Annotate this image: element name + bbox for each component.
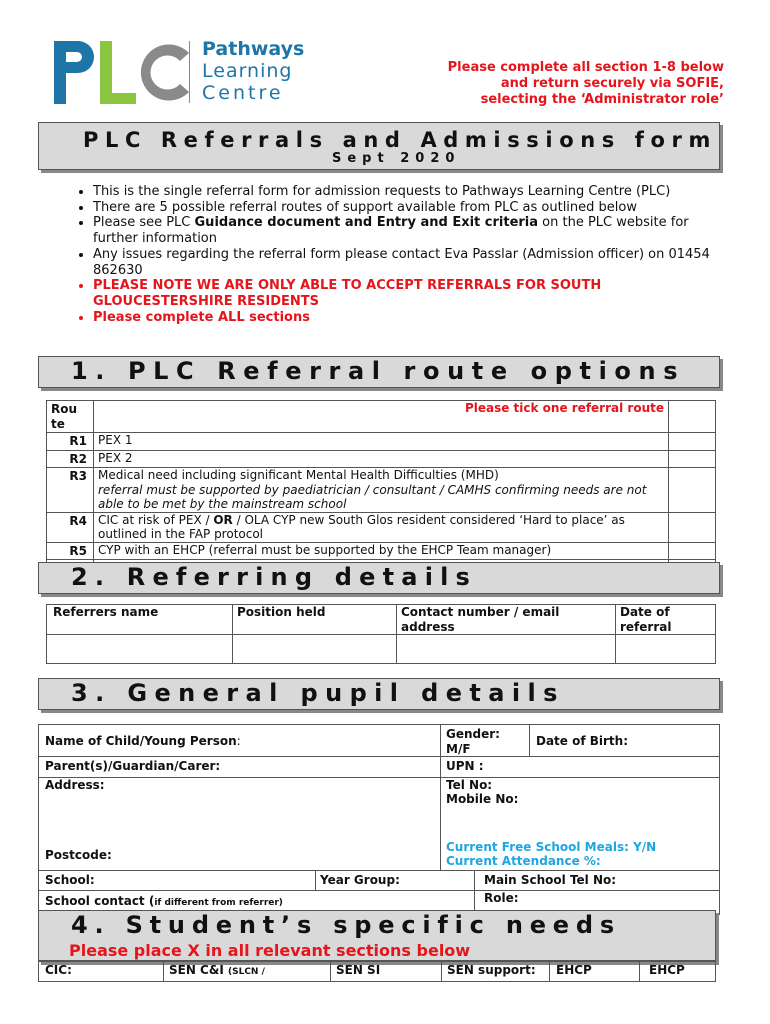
col-referrers-name: Referrers name [47, 605, 233, 635]
grid-line [39, 890, 719, 891]
table-row [47, 433, 716, 451]
pupil-details-table [38, 724, 720, 915]
bullet-text: There are 5 possible referral routes of support available from PLC as outlined below [93, 199, 637, 215]
logo-line-1: Pathways [202, 38, 305, 60]
cic-cell[interactable]: CIC: [45, 963, 72, 977]
logo-line-3: Centre [202, 82, 284, 104]
notice-line-2: and return securely via SOFIE, [500, 76, 724, 91]
grid-line [474, 870, 475, 915]
parent-field[interactable]: Parent(s)/Guardian/Carer: [45, 759, 221, 773]
route-text-bold: OR [213, 512, 233, 527]
school-contact-note: if different from referrer) [154, 898, 283, 908]
section-1-header [38, 356, 720, 388]
sen-ci-label: SEN C&I [169, 963, 224, 977]
grid-line [39, 777, 719, 778]
route-r4-tick[interactable] [669, 512, 716, 542]
route-r3-tick[interactable] [669, 468, 716, 513]
form-title: PLC Referrals and Admissions form [83, 128, 717, 152]
position-held-input[interactable] [233, 635, 397, 664]
grid-line [39, 756, 719, 757]
route-code: R2 [47, 450, 94, 468]
address-field[interactable]: Address: [45, 778, 105, 792]
fsm-field[interactable]: Current Free School Meals: Y/N [446, 840, 657, 854]
route-code: R3 [47, 468, 94, 513]
dob-field[interactable]: Date of Birth: [536, 734, 629, 748]
grid-line [639, 961, 640, 981]
tel-field[interactable]: Tel No: [446, 778, 493, 792]
bullet-warning: PLEASE NOTE WE ARE ONLY ABLE TO ACCEPT REFERRALS FOR SOUTH GLOUCESTERSHIRE RESIDENTS [93, 278, 602, 309]
table-row [47, 542, 716, 560]
submission-notice [448, 60, 724, 108]
route-code: R1 [47, 433, 94, 451]
intro-bullets [62, 184, 722, 325]
route-description [94, 512, 669, 542]
attendance-field[interactable]: Current Attendance %: [446, 854, 601, 868]
section-1-title: 1. PLC Referral route options [71, 357, 686, 385]
mobile-field[interactable]: Mobile No: [446, 792, 519, 806]
route-code: R5 [47, 542, 94, 560]
route-description [94, 468, 669, 513]
logo-wordmark [202, 38, 304, 104]
col-contact: Contact number / email address [397, 605, 616, 635]
contact-input[interactable] [397, 635, 616, 664]
route-r2-tick[interactable] [669, 450, 716, 468]
route-text: / OLA CYP new South Glos resident considered ‘Hard to place’ as outlined in the FAP protocol [98, 512, 625, 541]
col-position-held: Position held [233, 605, 397, 635]
sen-si-cell[interactable]: SEN SI [336, 963, 381, 977]
logo-divider [189, 41, 190, 103]
table-row [47, 635, 716, 664]
bullet-item [93, 247, 722, 278]
bullet-text: on the PLC website for further information [93, 215, 689, 247]
sen-ci-note: (SLCN / [227, 967, 265, 977]
logo-line-2: Learning [202, 60, 293, 82]
child-name-label: Name of Child/Young Person [45, 734, 237, 748]
ehcp-cell[interactable]: EHCP [556, 963, 592, 977]
grid-line [315, 870, 316, 890]
bullet-item [93, 200, 722, 216]
referrer-table [46, 604, 716, 664]
grid-line [163, 961, 164, 981]
section-4-title: 4. Student’s specific needs [71, 911, 621, 939]
ehcp-cell-2[interactable]: EHCP [649, 963, 685, 977]
upn-field[interactable]: UPN : [446, 759, 484, 773]
route-text: Medical need including significant Mental Health Difficulties (MHD) [98, 468, 499, 482]
route-description: CYP with an EHCP (referral must be supported by the EHCP Team manager) [94, 542, 669, 560]
school-field[interactable]: School: [45, 873, 95, 887]
table-row [47, 401, 716, 433]
bullet-item [93, 310, 722, 326]
sen-ci-cell[interactable] [169, 963, 265, 977]
school-contact-field[interactable] [45, 894, 283, 911]
role-field[interactable]: Role: [484, 891, 519, 905]
route-code: R4 [47, 512, 94, 542]
year-group-field[interactable]: Year Group: [320, 873, 400, 887]
bullet-item [93, 278, 722, 309]
route-description: PEX 2 [94, 450, 669, 468]
section-2-title: 2. Referring details [71, 563, 478, 591]
child-name-colon: : [236, 734, 241, 748]
grid-line [549, 961, 550, 981]
child-name-field[interactable] [45, 734, 241, 749]
grid-line [441, 961, 442, 981]
form-date: Sept 2020 [332, 151, 461, 166]
bullet-text: Any issues regarding the referral form please contact Eva Passlar (Admission officer) on 01454 862630 [93, 246, 710, 278]
route-r5-tick[interactable] [669, 542, 716, 560]
referrers-name-input[interactable] [47, 635, 233, 664]
date-of-referral-input[interactable] [616, 635, 716, 664]
bullet-text: This is the single referral form for admission requests to Pathways Learning Centre (PLC) [93, 184, 671, 199]
bullet-text: Please see PLC [93, 215, 195, 231]
table-row [47, 605, 716, 635]
grid-line [330, 961, 331, 981]
section-4-instruction: Please place X in all relevant sections below [69, 941, 471, 960]
section-3-title: 3. General pupil details [71, 679, 565, 707]
form-title-bar [38, 122, 720, 170]
guidance-document-link-text: Guidance document and Entry and Exit criteria [194, 215, 539, 231]
postcode-field[interactable]: Postcode: [45, 848, 112, 862]
section-3-header [38, 678, 720, 710]
route-table [46, 400, 716, 575]
sen-support-cell[interactable]: SEN support: [447, 963, 536, 977]
main-school-tel-field[interactable]: Main School Tel No: [484, 873, 617, 887]
notice-line-1: Please complete all section 1-8 below [447, 60, 724, 75]
table-row [47, 450, 716, 468]
bullet-item [93, 184, 722, 200]
tick-cell-header [669, 401, 716, 433]
needs-row [38, 960, 716, 982]
route-header: Rou te [47, 401, 94, 433]
tick-hint: Please tick one referral route [94, 401, 669, 433]
route-r1-tick[interactable] [669, 433, 716, 451]
route-text: CIC at risk of PEX / [98, 512, 214, 527]
school-contact-label: School contact ( [45, 894, 155, 908]
table-row [47, 468, 716, 513]
table-row [47, 512, 716, 542]
section-4-header [38, 910, 716, 962]
route-description: PEX 1 [94, 433, 669, 451]
grid-line [440, 725, 441, 870]
grid-line [529, 725, 530, 756]
bullet-warning: Please complete ALL sections [93, 309, 310, 325]
bullet-item [93, 215, 722, 246]
col-date-of-referral: Date of referral [616, 605, 716, 635]
section-2-header [38, 562, 720, 594]
route-note: referral must be supported by paediatrician / consultant / CAMHS confirming needs are not able to be met by the mainstream school [98, 482, 647, 511]
notice-line-3: selecting the ‘Administrator role’ [480, 92, 724, 107]
plc-logo [52, 38, 192, 108]
gender-field[interactable]: Gender: M/F [446, 727, 500, 756]
grid-line [39, 870, 719, 871]
